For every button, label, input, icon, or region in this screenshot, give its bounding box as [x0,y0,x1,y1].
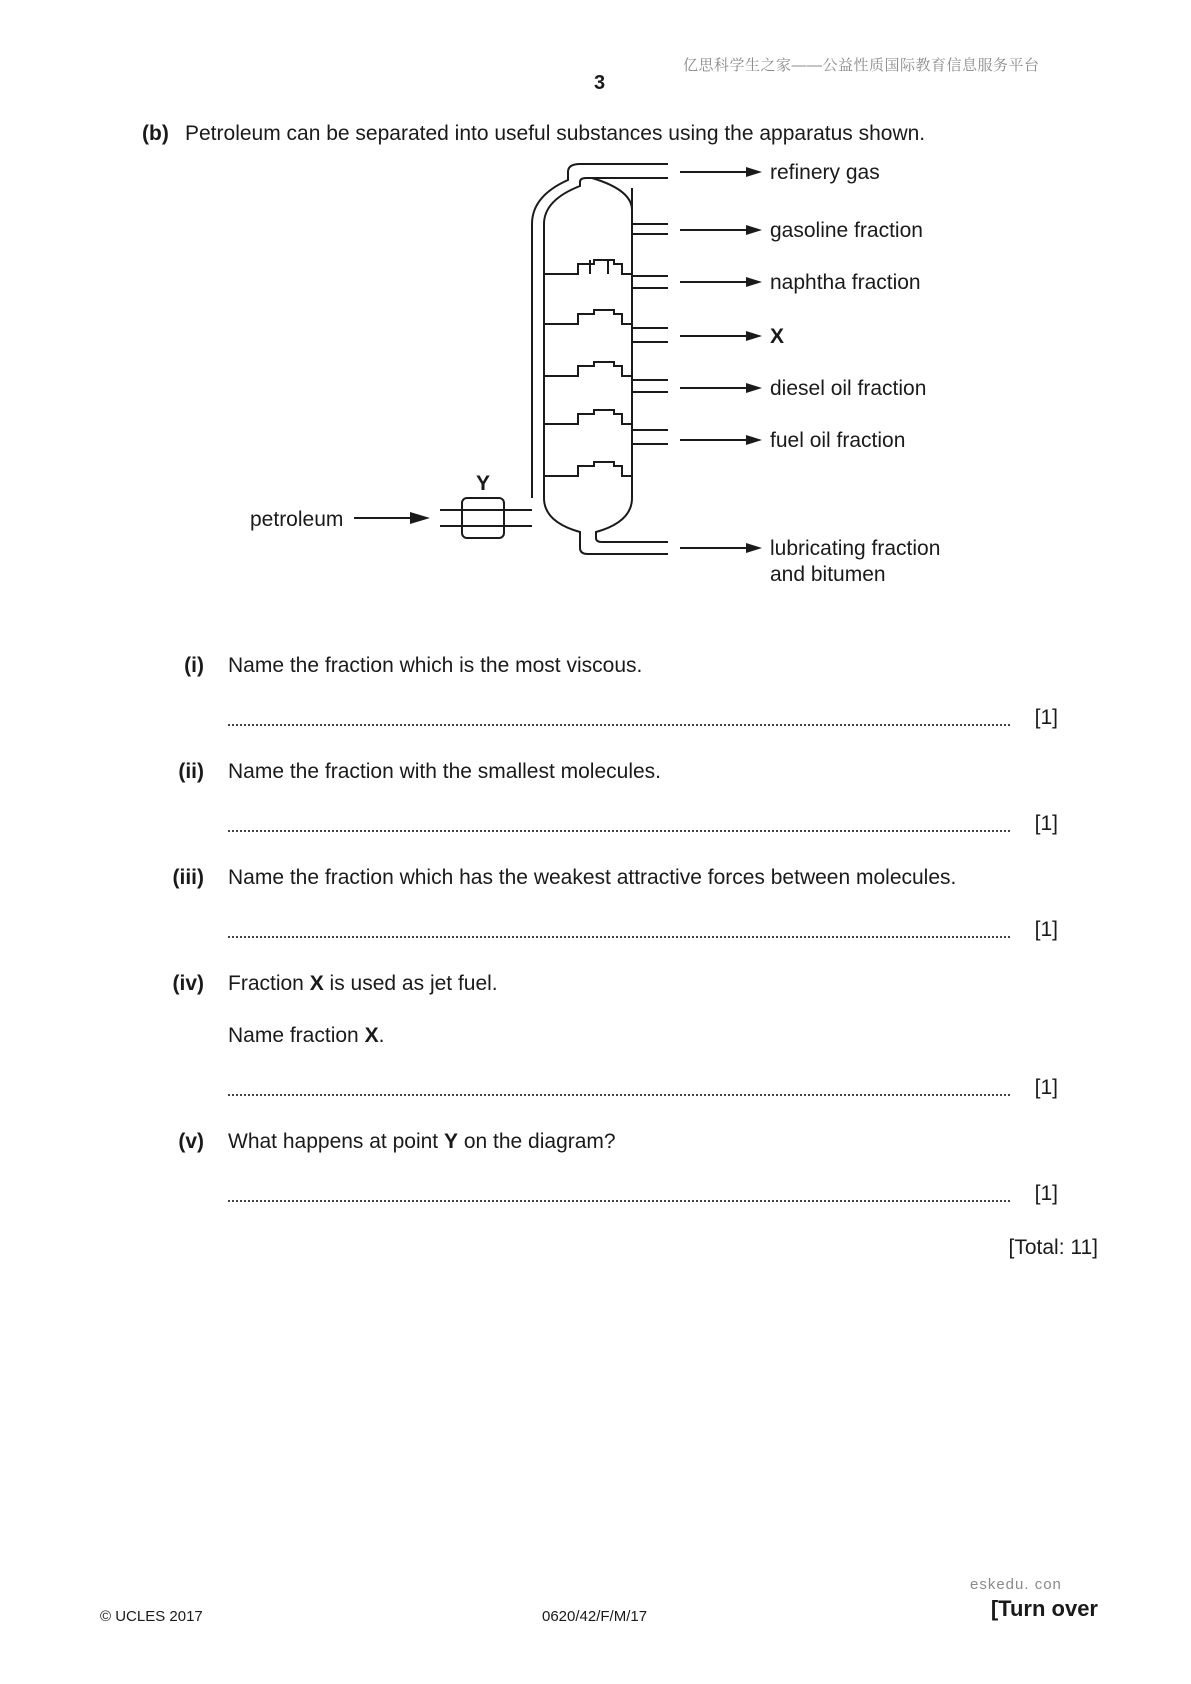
subquestion-label: (iii) [172,866,204,889]
answer-line[interactable] [228,812,1058,838]
subquestion-text: Name the fraction which has the weakest attractive forces between molecules. [228,866,957,889]
subquestion-text: Fraction X is used as jet fuel. [228,972,498,995]
answer-line[interactable] [228,706,1058,732]
mark-allocation: [1] [1034,1076,1058,1099]
tray-3 [544,362,632,376]
subquestion-label: (ii) [178,760,204,783]
subquestion-label: (iv) [172,972,204,995]
answer-line[interactable] [228,1182,1058,1208]
subquestion-text: Name the fraction with the smallest molecules. [228,760,662,783]
point-y-label: Y [476,472,491,495]
watermark-footer: eskedu. con [970,1576,1062,1593]
subquestion-text: What happens at point Y on the diagram? [228,1130,616,1153]
inlet-pipe [440,510,532,526]
answer-line[interactable] [228,918,1058,944]
turn-over: [Turn over [990,1596,1098,1621]
heater-y [462,498,504,538]
total-marks: [Total: 11] [1008,1236,1098,1259]
mark-allocation: [1] [1034,706,1058,729]
column-outline [532,164,668,498]
output-label: naphtha fraction [770,271,921,294]
input-label: petroleum [250,508,344,531]
answer-line[interactable] [228,1076,1058,1102]
tray-1 [544,260,632,274]
output-label-x: X [770,325,785,348]
subquestion-label: (v) [178,1130,204,1153]
output-label: diesel oil fraction [770,377,927,400]
watermark-header: 亿思科学生之家——公益性质国际教育信息服务平台 [683,57,1040,74]
output-label-line2: and bitumen [770,563,886,586]
subquestion-label: (i) [184,654,204,677]
output-label: refinery gas [770,161,880,184]
page-number: 3 [594,72,606,94]
output-label: gasoline fraction [770,219,923,242]
fractionating-column-diagram [250,160,970,630]
tray-2 [544,310,632,324]
output-label: lubricating fraction [770,537,941,560]
mark-allocation: [1] [1034,1182,1058,1205]
question-label: (b) [142,122,169,145]
output-label: fuel oil fraction [770,429,906,452]
copyright: © UCLES 2017 [100,1608,203,1625]
paper-code: 0620/42/F/M/17 [542,1608,648,1625]
subquestion-text: Name the fraction which is the most viscous. [228,654,643,677]
question-text: Petroleum can be separated into useful substances using the apparatus shown. [185,122,926,145]
subquestion-text-2: Name fraction X. [228,1024,385,1047]
mark-allocation: [1] [1034,918,1058,941]
column-bottom [544,498,668,554]
mark-allocation: [1] [1034,812,1058,835]
tray-5 [544,462,632,476]
tray-4 [544,410,632,424]
